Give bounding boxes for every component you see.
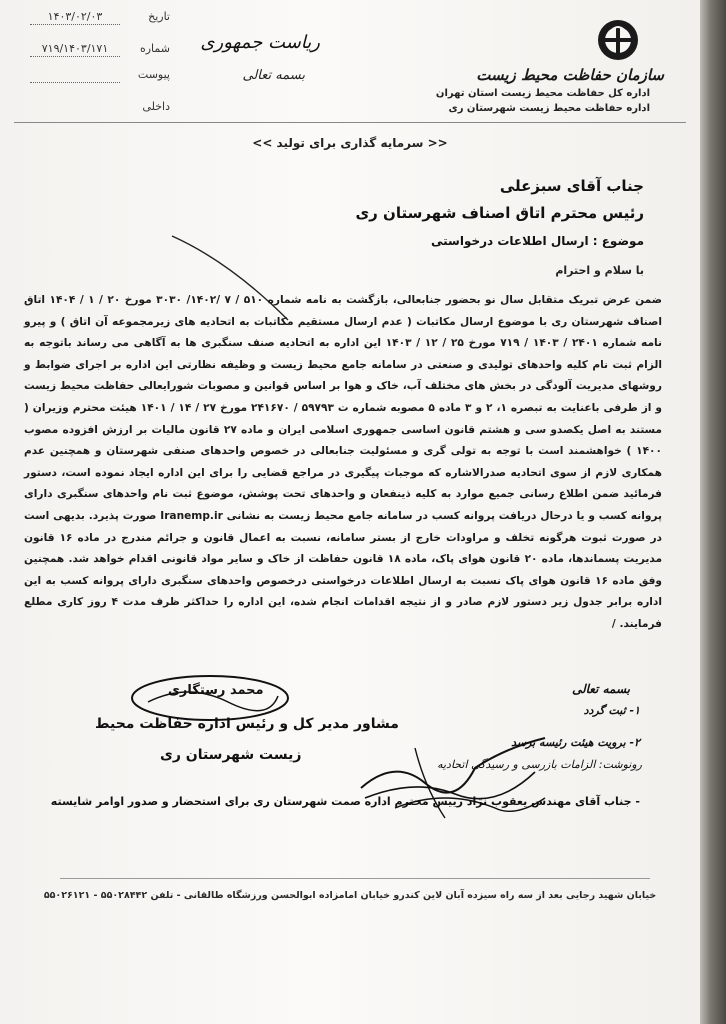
margin-basmala: بسمه تعالی: [571, 682, 630, 696]
recipient-title: رئیس محترم اتاق اصناف شهرستان ری: [355, 204, 644, 222]
footer-divider: [60, 878, 650, 879]
recipient-name: جناب آقای سبزعلی: [499, 177, 644, 195]
environment-org-logo-icon: [596, 18, 640, 62]
handwritten-action-1: ۱- ثبت گردد: [583, 704, 640, 717]
header-basmala: بسمه تعالی: [242, 68, 305, 83]
footer-address: خیابان شهید رجایی بعد از سه راه سیزده آبان لاین کندرو خیابان امامزاده ابوالحسن ورزشگاه طالقانی - تلفن ۵۵۰۲۸۴۴۲ - ۵۵۰۲۶۱۲۱: [43, 890, 657, 901]
header-divider: [14, 122, 686, 123]
org-line-province: اداره کل حفاظت محیط زیست استان تهران: [435, 88, 650, 99]
meta-date-label: تاریخ: [148, 10, 170, 23]
signer-title-line1: مشاور مدیر کل و رئیس اداره حفاظت محیط: [95, 716, 399, 732]
meta-date-value: ۱۴۰۳/۰۲/۰۳: [47, 10, 103, 23]
presidency-title: ریاست جمهوری: [200, 32, 320, 53]
page-edge-shadow: [700, 0, 726, 1024]
meta-number-label: شماره: [139, 42, 170, 55]
letter-body: ضمن عرض تبریک متقابل سال نو بحضور جنابعالی، بازگشت به نامه شماره ۵۱۰ / ۷ /۱۴۰۲/ ۳۰۳۰ مورخ ۲۰ / ۱ / ۱۴۰۴ اتاق اصناف شهرستان ری با موضوع ارسال مکاتبات ( عدم ارسال مستقیم مکاتبات به اتحادیه های زیرمجموعه آن اتاق ) و پیرو نامه شماره ۲۴۰۱ / ۱۴۰۳ / ۷۱۹ مورخ ۲۵ / ۱۲ / ۱۴۰۳ این اداره به اتحادیه صنف سنگبری ها به آگاهی می رساند باتوجه به الزام ثبت نام کلیه واحدهای تولیدی و صنعتی در سامانه جامع محیط زیست و وظیفه نظارتی این اداره بر اجرای ضوابط و روشهای مدیریت آلودگی در بخش های مختلف آب، خاک و هوا بر اساس قوانین و مصوبات شورایعالی حفاظت محیط زیست و از طرفی باعنایت به تبصره ۱، ۲ و ۳ ماده ۵ مصوبه شماره ت ۵۹۷۹۳ / ۲۴۱۶۷۰ مورخ ۲۷ / ۱۴ / ۱۴۰۱ هیئت محترم وزیران ( مستند به اصل یکصدو سی و هشتم قانون اساسی جمهوری اسلامی ایران و ماده ۲۷ قانون مالیات بر ارزش افزوده مصوب ۱۴۰۰ ) خواهشمند است با توجه به تولی گری و مسئولیت جنابعالی در خصوص واحدهای صنفی شهرستان و همچنین عدم همکاری لازم از سوی اتحادیه صدرالاشاره که موجبات پیگیری در مراجع قضایی را برای این اداره ایجاد نموده است، دستور فرمائید ضمن اطلاع رسانی جمیع موارد به کلیه ذینفعان و واحدهای تحت پوشش، موضوع ثبت نام واحدهای سنگبری دارای پروانه کسب و یا درحال دریافت پروانه کسب در سامانه جامع محیط زیست به نشانی Iranemp.ir صورت پذیرد. بدیهی است در صورت ثبوت هرگونه تخلف و مراودات خارج از بستر سامانه، نسبت به اعمال قانون و جرائم مندرج در ماده ۱۶ قانون مدیریت پسماندها، ماده ۲۰ قانون هوای پاک، ماده ۱۸ قانون حفاظت از خاک و سایر مواد قانونی اقدام خواهد شد. همچنین وفق ماده ۱۶ قانون هوای پاک نسبت به ارسال اطلاعات درخواستی درخصوص واحدهای سنگبری دارای پروانه کسب به این اداره برابر جدول زیر دستور لازم صادر و از نتیجه اقدامات انجام شده، این اداره را حداکثر ظرف مدت ۴ روز کاری مطلع فرمایند. /: [24, 294, 663, 630]
handwritten-signature: [355, 728, 555, 828]
year-slogan: << سرمایه گذاری برای تولید >>: [252, 136, 448, 150]
meta-attachment: [30, 68, 170, 86]
meta-date-line: [30, 24, 120, 25]
letter-subject: موضوع : ارسال اطلاعات درخواستی: [431, 234, 644, 248]
letter-greeting: با سلام و احترام: [555, 264, 644, 277]
meta-number-value: ۷۱۹/۱۴۰۳/۱۷۱: [41, 42, 109, 55]
meta-date: [30, 10, 170, 28]
signer-name: محمد رستگاری: [168, 683, 264, 698]
org-name: سازمان حفاظت محیط زیست: [476, 66, 664, 84]
meta-attachment-line: [30, 82, 120, 83]
meta-number: [30, 42, 170, 60]
org-line-city: اداره حفاظت محیط زیست شهرستان ری: [448, 103, 650, 114]
meta-attachment-label: پیوست: [137, 68, 170, 81]
meta-internal: [30, 100, 170, 118]
signer-title-line2: زیست شهرستان ری: [160, 747, 302, 763]
handwritten-action-2: ۲- برویت هیئت رئیسه برسد: [511, 736, 640, 749]
meta-internal-label: داخلی: [142, 100, 170, 113]
handwritten-copy-note: رونوشت: الزامات بازرسی و رسیدگی اتحادیه: [437, 758, 642, 771]
carbon-copy-line: - جناب آقای مهندس یعقوب نژاد رییس محترم اداره صمت شهرستان ری برای استحضار و صدور اوامر شایسته: [50, 795, 640, 808]
meta-number-line: [30, 56, 120, 57]
